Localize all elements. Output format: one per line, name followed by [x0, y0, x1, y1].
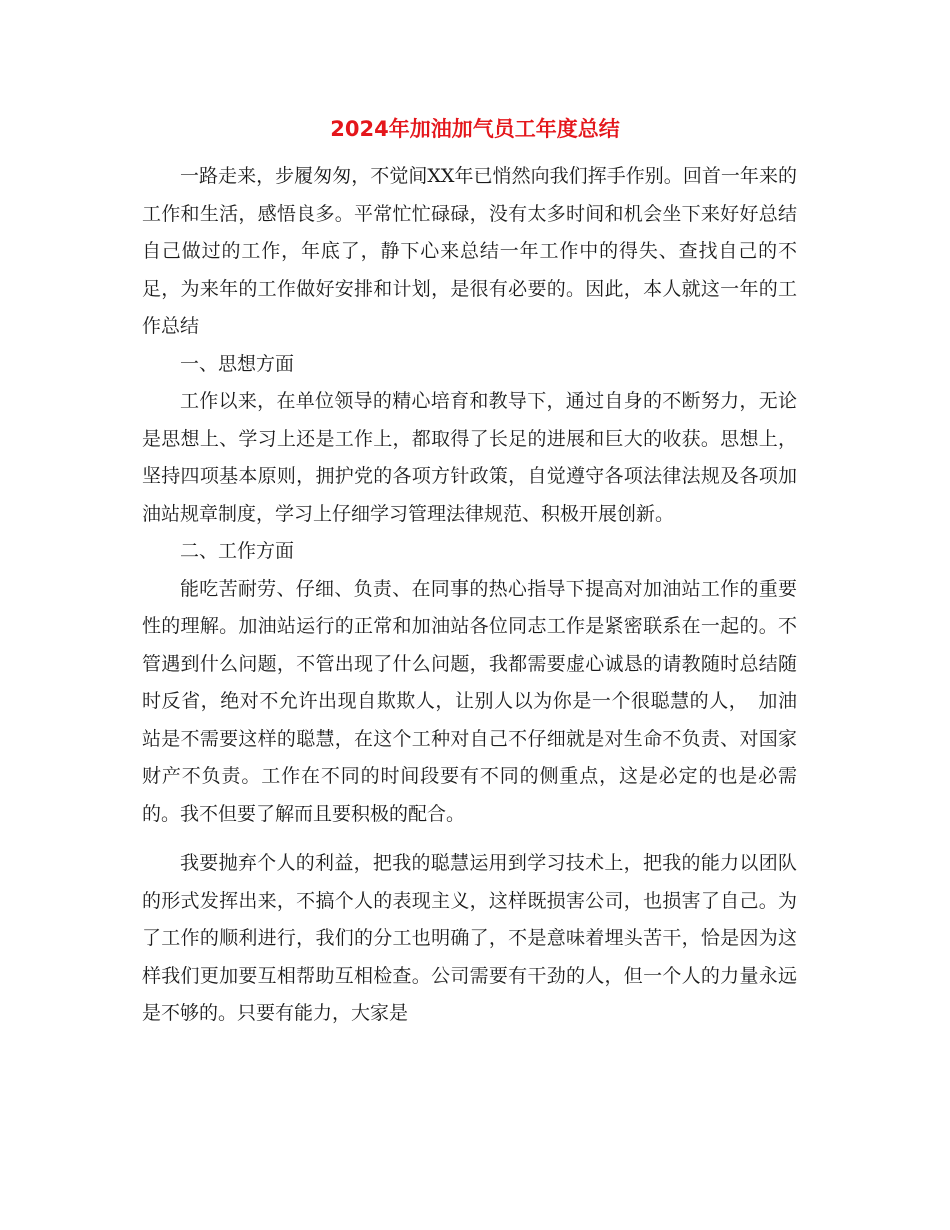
paragraph-thought: 工作以来，在单位领导的精心培育和教导下，通过自身的不断努力，无论是思想上、学习上还是工作上，都取得了长足的进展和巨大的收获。思想上，坚持四项基本原则，拥护党的各项方针政策，自觉遵守各项法律法规及各项加油站规章制度，学习上仔细学习管理法律规范、积极开展创新。 — [142, 390, 797, 525]
section-heading-work: 二、工作方面 — [180, 540, 295, 562]
document-title: 2024年加油加气员工年度总结 — [330, 117, 620, 141]
paragraph-work: 能吃苦耐劳、仔细、负责、在同事的热心指导下提高对加油站工作的重要性的理解。加油站运行的正常和加油站各位同志工作是紧密联系在一起的。不管遇到什么问题，不管出现了什么问题，我都需要虚心诚恳的请教随时总结随时反省，绝对不允许出现自欺欺人，让别人以为你是一个很聪慧的人， 加油站是不需要这样的聪慧，在这个工种对自己不仔细就是对生命不负责、对国家财产不负责。工作在不同的时间段要有不同的侧重点，这是必定的也是必需的。我不但要了解而且要积极的配合。 — [142, 577, 797, 825]
document-body — [142, 158, 797, 1033]
paragraph-teamwork: 我要抛弃个人的利益，把我的聪慧运用到学习技术上，把我的能力以团队的形式发挥出来，不搞个人的表现主义，这样既损害公司，也损害了自己。为了工作的顺利进行，我们的分工也明确了，不是意味着埋头苦干，恰是因为这样我们更加要互相帮助互相检查。公司需要有干劲的人，但一个人的力量永远是不够的。只要有能力，大家是 — [142, 852, 797, 1024]
paragraph-intro: 一路走来，步履匆匆，不觉间XX年已悄然向我们挥手作别。回首一年来的工作和生活，感悟良多。平常忙忙碌碌，没有太多时间和机会坐下来好好总结自己做过的工作，年底了，静下心来总结一年工作中的得失、查找自己的不足，为来年的工作做好安排和计划，是很有必要的。因此，本人就这一年的工作总结 — [142, 165, 797, 337]
section-heading-thought: 一、思想方面 — [180, 352, 295, 375]
